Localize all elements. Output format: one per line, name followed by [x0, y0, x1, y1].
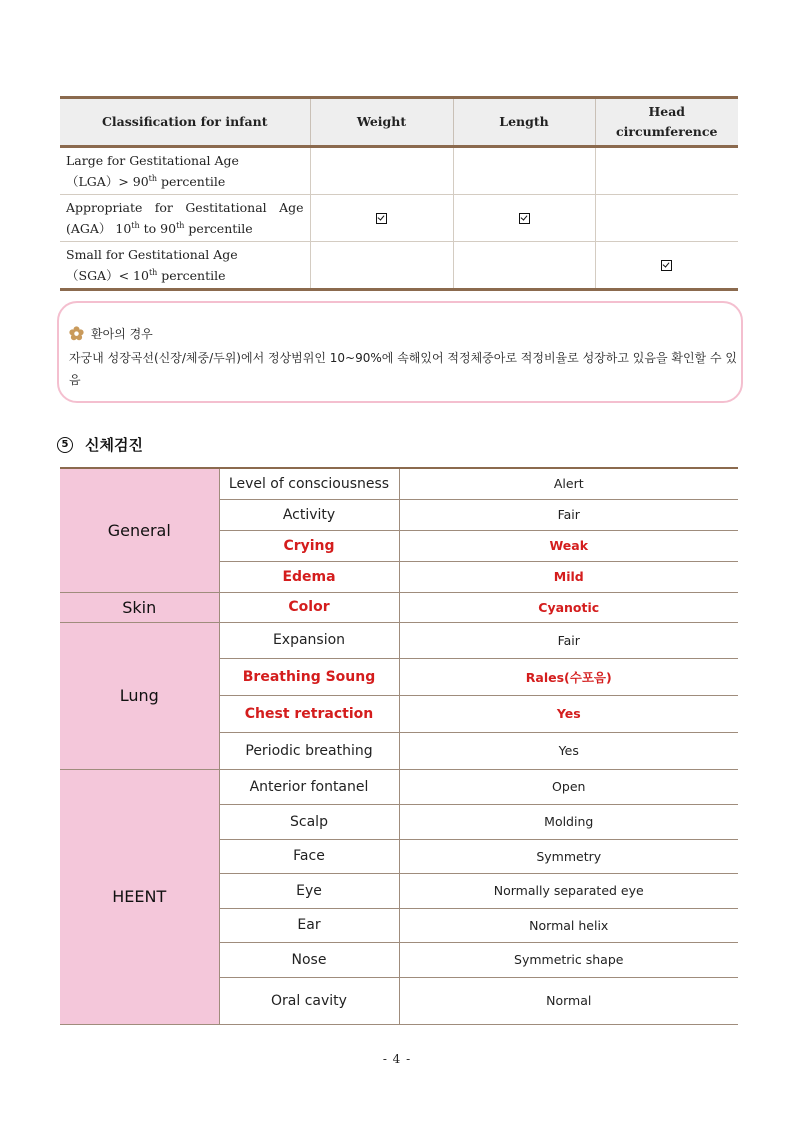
value-activity: Fair — [399, 499, 738, 530]
item-crying: Crying — [219, 530, 399, 561]
sga-weight-cell — [310, 242, 453, 290]
classification-lga — [60, 147, 310, 195]
aga-line1: Appropriate for Gestitational Age — [66, 200, 304, 215]
page-number: - 4 - — [382, 1052, 412, 1066]
lga-line1: Large for Gestitational Age — [66, 153, 239, 168]
value-color: Cyanotic — [399, 592, 738, 622]
sga-length-cell — [453, 242, 595, 290]
growth-row-aga — [60, 195, 738, 242]
category-lung: Lung — [60, 622, 219, 769]
item-activity: Activity — [219, 499, 399, 530]
growth-row-sga — [60, 242, 738, 290]
item-scalp: Scalp — [219, 804, 399, 839]
checked-box-icon — [661, 260, 672, 271]
table-row — [60, 468, 738, 499]
value-oral-cavity: Normal — [399, 977, 738, 1024]
table-row — [60, 622, 738, 658]
flower-icon — [69, 326, 84, 341]
item-face: Face — [219, 839, 399, 873]
item-oral-cavity: Oral cavity — [219, 977, 399, 1024]
aga-head-cell — [595, 195, 738, 242]
header-weight: Weight — [310, 98, 453, 147]
item-expansion: Expansion — [219, 622, 399, 658]
growth-table-header-row — [60, 98, 738, 147]
category-general: General — [60, 468, 219, 592]
item-edema: Edema — [219, 561, 399, 592]
checked-box-icon — [376, 213, 387, 224]
section-number: 5 — [57, 437, 73, 453]
category-skin: Skin — [60, 592, 219, 622]
lga-head-cell — [595, 147, 738, 195]
value-nose: Symmetric shape — [399, 942, 738, 977]
physical-exam-table — [60, 467, 738, 1025]
lga-length-cell — [453, 147, 595, 195]
note-heading — [69, 323, 737, 343]
growth-row-lga — [60, 147, 738, 195]
value-chest-retraction: Yes — [399, 695, 738, 732]
lga-weight-cell — [310, 147, 453, 195]
classification-sga — [60, 242, 310, 290]
checked-box-icon — [519, 213, 530, 224]
value-periodic-breathing: Yes — [399, 732, 738, 769]
sga-head-cell — [595, 242, 738, 290]
classification-aga — [60, 195, 310, 242]
patient-note-box — [57, 301, 743, 403]
aga-weight-cell — [310, 195, 453, 242]
value-face: Symmetry — [399, 839, 738, 873]
value-expansion: Fair — [399, 622, 738, 658]
lga-line2: （LGA）> 90th percentile — [66, 174, 226, 189]
aga-line2: (AGA） 10th to 90th percentile — [66, 221, 253, 236]
value-anterior-fontanel: Open — [399, 769, 738, 804]
item-ear: Ear — [219, 908, 399, 942]
item-nose: Nose — [219, 942, 399, 977]
header-head-line2: circumference — [616, 124, 718, 139]
value-ear: Normal helix — [399, 908, 738, 942]
header-length: Length — [453, 98, 595, 147]
aga-length-cell — [453, 195, 595, 242]
value-breathing-sound: Rales(수포음) — [399, 658, 738, 695]
section-heading — [57, 434, 143, 455]
item-level-of-consciousness: Level of consciousness — [219, 468, 399, 499]
category-heent: HEENT — [60, 769, 219, 1024]
value-level-of-consciousness: Alert — [399, 468, 738, 499]
item-anterior-fontanel: Anterior fontanel — [219, 769, 399, 804]
sga-line2: （SGA）< 10th percentile — [66, 268, 226, 283]
growth-classification-table — [60, 96, 738, 291]
item-periodic-breathing: Periodic breathing — [219, 732, 399, 769]
note-body: 자궁내 성장곡선(신장/체중/두위)에서 정상범위인 10~90%에 속해있어 적정체중아로 적정비율로 성장하고 있음을 확인할 수 있음 — [69, 351, 737, 387]
header-head-line1: Head — [648, 104, 686, 119]
table-row — [60, 592, 738, 622]
item-chest-retraction: Chest retraction — [219, 695, 399, 732]
value-edema: Mild — [399, 561, 738, 592]
header-head-circumference — [595, 98, 738, 147]
value-crying: Weak — [399, 530, 738, 561]
value-scalp: Molding — [399, 804, 738, 839]
section-title: 신체검진 — [85, 436, 143, 454]
header-classification: Classification for infant — [60, 98, 310, 147]
value-eye: Normally separated eye — [399, 873, 738, 908]
item-eye: Eye — [219, 873, 399, 908]
table-row — [60, 769, 738, 804]
sga-line1: Small for Gestitational Age — [66, 247, 238, 262]
note-title: 환아의 경우 — [91, 326, 153, 341]
item-color: Color — [219, 592, 399, 622]
item-breathing-sound: Breathing Soung — [219, 658, 399, 695]
